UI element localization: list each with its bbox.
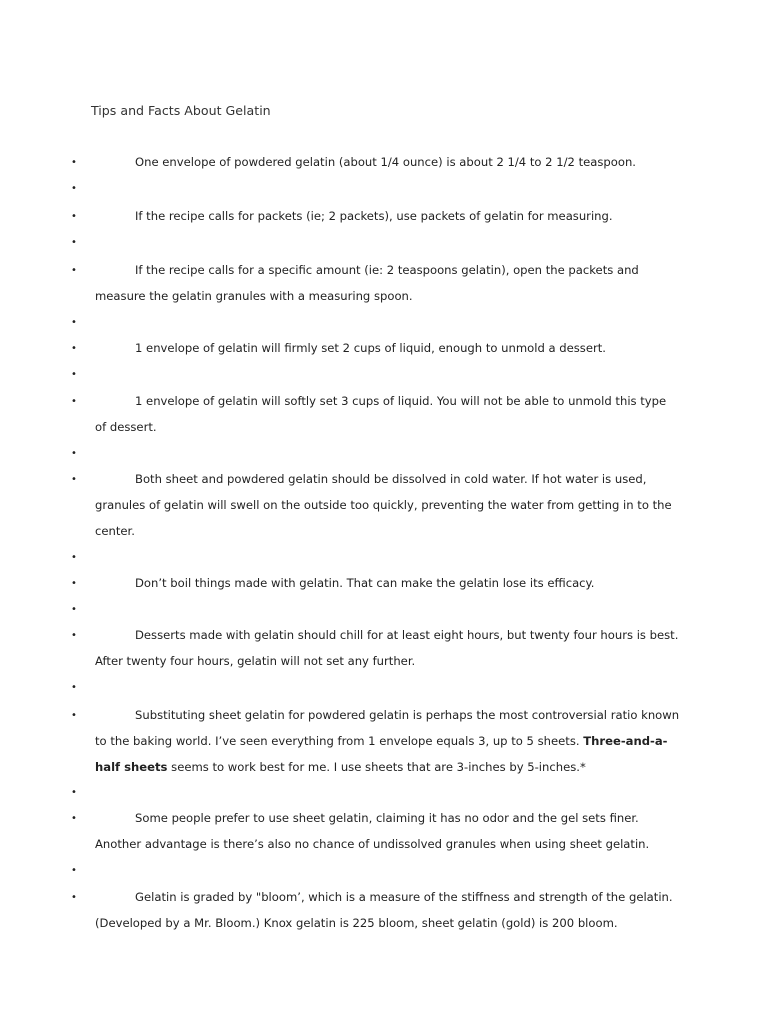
bullet-icon: • (71, 892, 77, 903)
bullet-icon: • (71, 630, 77, 641)
list-item-text-part: Substituting sheet gelatin for powdered gelatin is perhaps the most controversial ratio known to the baking world. I’ve seen everything from 1 envelope equals 3, up to 5 sheets. (95, 708, 680, 748)
bullet-icon: • (71, 578, 77, 589)
list-item-text (95, 703, 680, 780)
bullet-icon: • (71, 183, 77, 194)
bullet-icon: • (71, 865, 77, 876)
bullet-icon: • (71, 157, 77, 168)
bullet-icon: • (71, 552, 77, 563)
bullet-icon: • (71, 787, 77, 798)
bullet-icon: • (71, 813, 77, 824)
list-item-text: Both sheet and powdered gelatin should be dissolved in cold water. If hot water is used, granules of gelatin will swell on the outside too quickly, preventing the water from getting in to the center. (95, 472, 672, 538)
bullet-icon: • (71, 343, 77, 354)
document-title: Tips and Facts About Gelatin (91, 103, 271, 118)
list-item-text: Desserts made with gelatin should chill for at least eight hours, but twenty four hours is best. After twenty four hours, gelatin will not set any further. (95, 628, 679, 668)
list-item-text: Some people prefer to use sheet gelatin, claiming it has no odor and the gel sets finer. Another advantage is there’s also no chance of undissolved granules when using sheet gelatin. (95, 811, 650, 851)
list-item-text: 1 envelope of gelatin will softly set 3 cups of liquid. You will not be able to unmold this type of dessert. (95, 394, 667, 434)
list-item-text-bold: Three-and-a-half sheets (95, 733, 668, 774)
list-item-text: Don’t boil things made with gelatin. That can make the gelatin lose its efficacy. (135, 576, 595, 590)
list-item-text: If the recipe calls for a specific amount (ie: 2 teaspoons gelatin), open the packets and measure the gelatin granules with a measuring spoon. (95, 263, 639, 303)
list-item-text: If the recipe calls for packets (ie; 2 packets), use packets of gelatin for measuring. (135, 209, 613, 223)
bullet-icon: • (71, 211, 77, 222)
bullet-icon: • (71, 604, 77, 615)
bullet-icon: • (71, 710, 77, 721)
bullet-icon: • (71, 474, 77, 485)
list-item-text: Gelatin is graded by "bloom’, which is a measure of the stiffness and strength of the gelatin. (Developed by a Mr. Bloom.) Knox gelatin is 225 bloom, sheet gelatin (gold) is 200 bloom. (95, 890, 673, 930)
bullet-icon: • (71, 317, 77, 328)
bullet-icon: • (71, 265, 77, 276)
list-item-text: 1 envelope of gelatin will firmly set 2 cups of liquid, enough to unmold a dessert. (135, 341, 606, 355)
bullet-icon: • (71, 396, 77, 407)
bullet-icon: • (71, 369, 77, 380)
bullet-icon: • (71, 682, 77, 693)
list-item-text-part: seems to work best for me. I use sheets that are 3-inches by 5-inches.* (167, 759, 586, 774)
list-item-text: One envelope of powdered gelatin (about 1/4 ounce) is about 2 1/4 to 2 1/2 teaspoon. (135, 155, 636, 169)
bullet-icon: • (71, 237, 77, 248)
bullet-icon: • (71, 448, 77, 459)
